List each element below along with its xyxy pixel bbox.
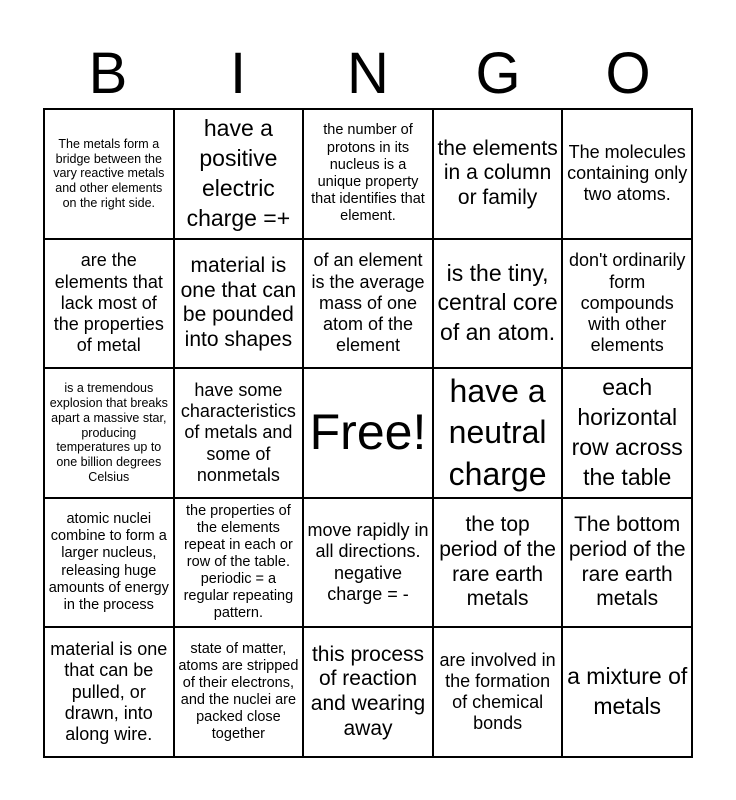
bingo-cell-r2-c3[interactable]: of an element is the average mass of one atom of the element xyxy=(303,239,433,369)
bingo-cell-r5-c3[interactable]: this process of reaction and wearing away xyxy=(303,627,433,757)
bingo-header xyxy=(43,40,693,108)
bingo-cell-r1-c3[interactable]: the number of protons in its nucleus is a unique property that identifies that element. xyxy=(303,109,433,239)
bingo-board xyxy=(43,108,693,758)
bingo-cell-r4-c1[interactable]: atomic nuclei combine to form a larger nucleus, releasing huge amounts of energy in the process xyxy=(44,498,174,628)
bingo-cell-r4-c4[interactable]: the top period of the rare earth metals xyxy=(433,498,563,628)
bingo-cell-r3-c4[interactable]: have a neutral charge xyxy=(433,368,563,498)
header-letter-g: G xyxy=(475,41,521,106)
bingo-cell-r1-c2[interactable]: have a positive electric charge =+ xyxy=(174,109,304,239)
bingo-cell-r2-c2[interactable]: material is one that can be pounded into shapes xyxy=(174,239,304,369)
bingo-cell-r1-c4[interactable]: the elements in a column or family xyxy=(433,109,563,239)
bingo-cell-r3-c1[interactable]: is a tremendous explosion that breaks apart a massive star, producing temperatures up to one billion degrees Celsius xyxy=(44,368,174,498)
bingo-cell-r5-c4[interactable]: are involved in the formation of chemical bonds xyxy=(433,627,563,757)
bingo-cell-r2-c4[interactable]: is the tiny, central core of an atom. xyxy=(433,239,563,369)
header-letter-n: N xyxy=(347,41,389,106)
bingo-cell-r1-c1[interactable]: The metals form a bridge between the vary reactive metals and other elements on the right side. xyxy=(44,109,174,239)
header-letter-o: O xyxy=(605,41,651,106)
bingo-cell-r5-c1[interactable]: material is one that can be pulled, or drawn, into along wire. xyxy=(44,627,174,757)
bingo-cell-r5-c5[interactable]: a mixture of metals xyxy=(562,627,692,757)
bingo-cell-r3-c2[interactable]: have some characteristics of metals and some of nonmetals xyxy=(174,368,304,498)
bingo-cell-r5-c2[interactable]: state of matter, atoms are stripped of their electrons, and the nuclei are packed close together xyxy=(174,627,304,757)
bingo-cell-r3-c5[interactable]: each horizontal row across the table xyxy=(562,368,692,498)
bingo-cell-r4-c5[interactable]: The bottom period of the rare earth metals xyxy=(562,498,692,628)
bingo-cell-r2-c5[interactable]: don't ordinarily form compounds with other elements xyxy=(562,239,692,369)
bingo-cell-r1-c5[interactable]: The molecules containing only two atoms. xyxy=(562,109,692,239)
bingo-cell-r4-c2[interactable]: the properties of the elements repeat in each or row of the table. periodic = a regular repeating pattern. xyxy=(174,498,304,628)
header-letter-i: I xyxy=(229,41,247,106)
bingo-cell-r4-c3[interactable]: move rapidly in all directions. negative charge = - xyxy=(303,498,433,628)
bingo-cell-r2-c1[interactable]: are the elements that lack most of the properties of metal xyxy=(44,239,174,369)
bingo-cell-free[interactable]: Free! xyxy=(303,368,433,498)
header-letter-b: B xyxy=(88,41,128,106)
